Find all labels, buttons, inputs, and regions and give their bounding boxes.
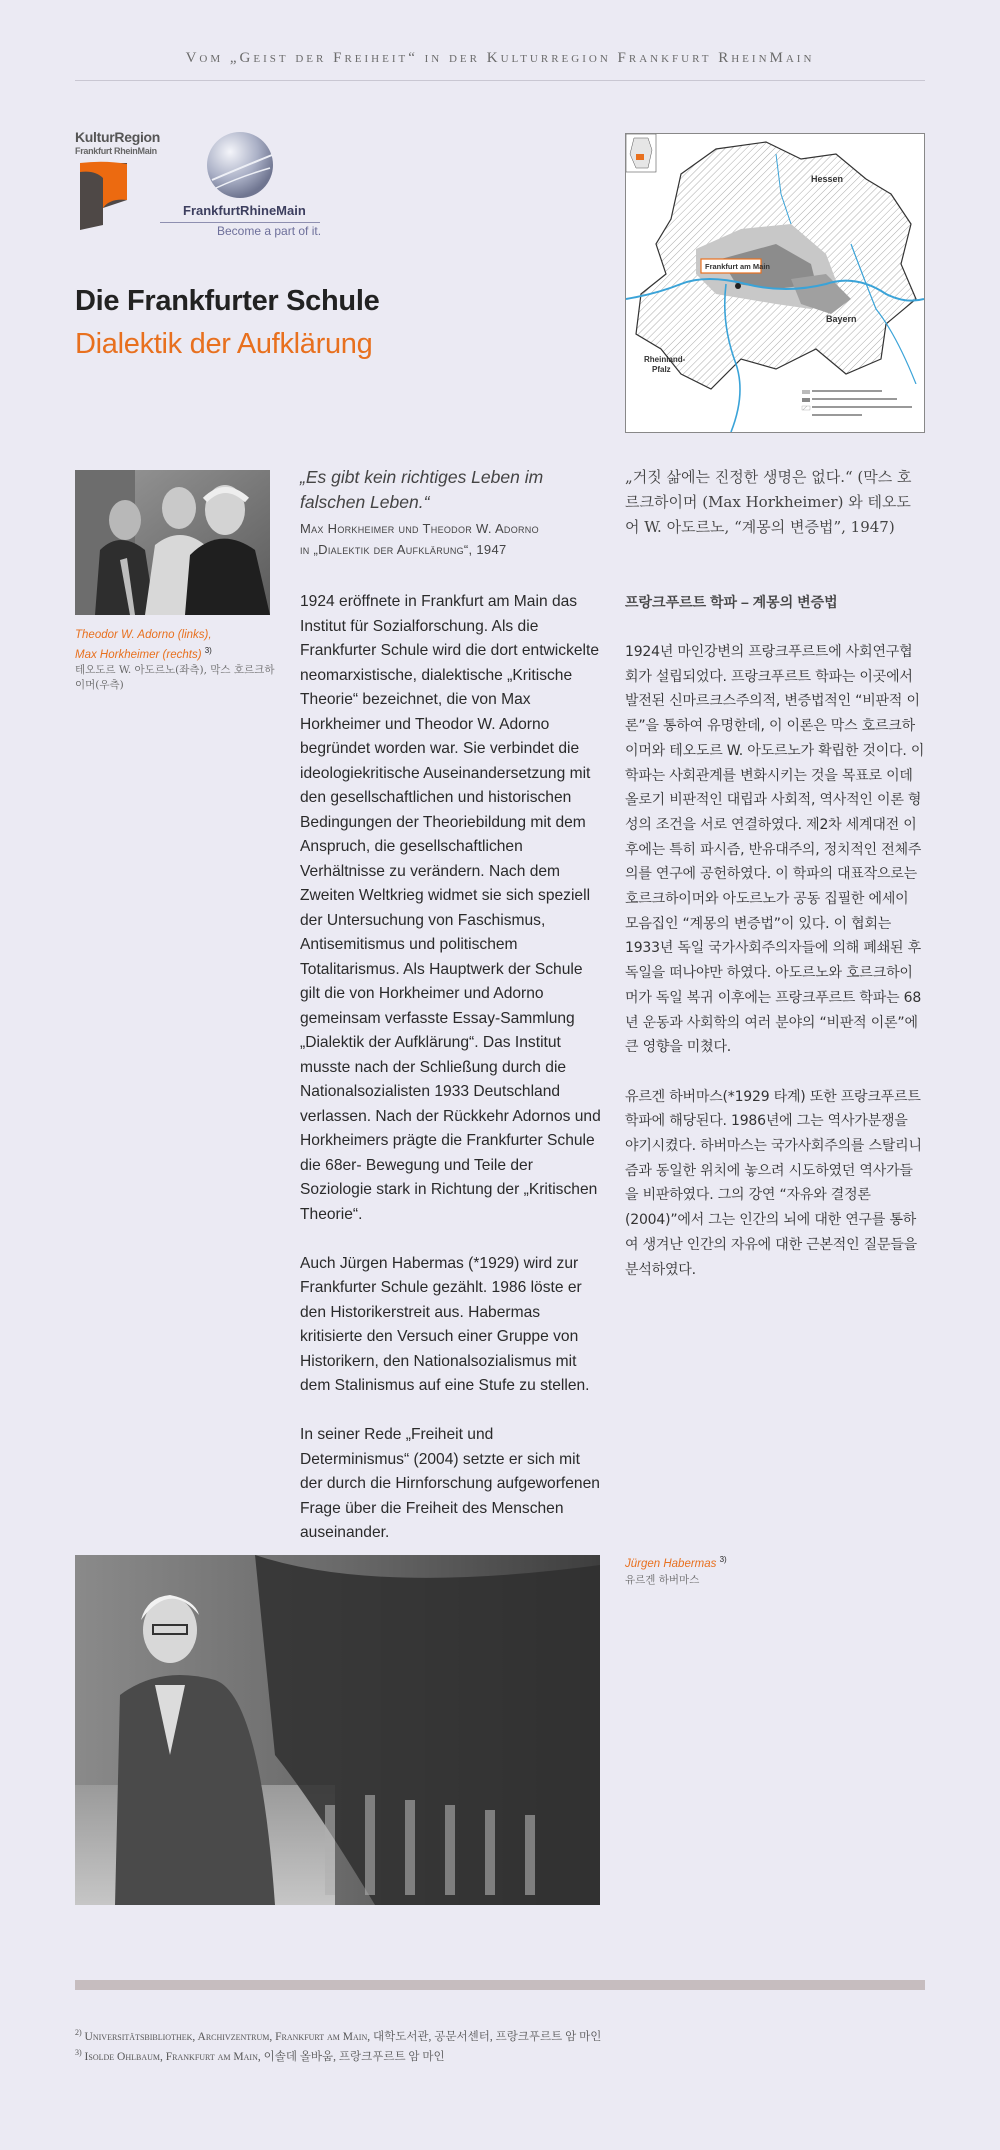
map-label-rheinland: Rheinland-: [644, 355, 686, 364]
frankfurt-rhinemain-logo: [160, 130, 335, 240]
page-subtitle: Dialektik der Aufklärung: [75, 328, 373, 360]
korean-paragraph: 유르겐 하버마스(*1929 타계) 또한 프랑크푸르트 학파에 해당된다. 1986년에 그는 역사가분쟁을 야기시켰다. 하버마스는 국가사회주의를 스탈리니즘과 동일한 위치에 놓으려 시도하였던 역사가들을 비판하였다. 그의 강연 “자유와 결정론(2004)”에서 그는 인간의 뇌에 대한 연구를 통하여 생겨난 인간의 자유에 대한 근본적인 질문들을 분석하였다.: [625, 1088, 922, 1278]
photo2-caption-note: 3): [719, 1555, 727, 1564]
footnote-mark: 3): [75, 2047, 82, 2057]
map-label-hessen: Hessen: [811, 174, 844, 184]
footnotes: [75, 2025, 925, 2065]
habermas-photo: [75, 1555, 600, 1905]
photo1-caption-line2: Max Horkheimer (rechts): [75, 648, 202, 661]
kulturregion-logo-name: KulturRegion: [75, 129, 161, 145]
korean-paragraph: 1924년 마인강변의 프랑크푸르트에 사회연구협회가 설립되었다. 프랑크푸르트 학파는 이곳에서 발전된 신마르크스주의적, 변증법적인 “비판적 이론”을 통하여 유명한데, 이 이론은 막스 호르크하이머와 테오도르 W. 아도르노가 확립한 것이다. 이 학파는 사회관계를 변화시키는 것을 목표로 이데올로기 비판적인 대립과 사회적, 역사적인 이론 형성의 조건을 서로 연결하였다. 제2차 세계대전 이후에는 특히 파시즘, 반유대주의, 정치적인 전체주의를 연구에 공헌하였다. 이 학파의 대표작으로는 호르크하이머와 아도르노가 공동 집필한 에세이 모음집인 “계몽의 변증법”이 있다. 이 협회는 1933년 독일 국가사회주의자들에 의해 폐쇄된 후 독일을 떠나야만 하였다. 아도르노와 호르크하이머가 독일 복귀 이후에는 프랑크푸르트 학파는 68년 운동과 사회학의 여러 분야의 “비판적 이론”에 큰 영향을 미쳤다.: [625, 644, 925, 1056]
region-map: [625, 133, 925, 433]
photo1-caption-korean: 테오도르 W. 아도르노(좌측), 막스 호르크하이머(우측): [75, 663, 275, 691]
header-divider: [75, 80, 925, 81]
footnote-text: Isolde Ohlbaum, Frankfurt am Main, 이솔데 올바움, 프랑크푸르트 암 마인: [84, 2050, 445, 2063]
map-label-frankfurt: Frankfurt am Main: [705, 262, 771, 271]
quote-source-line1: Max Horkheimer und Theodor W. Adorno: [300, 521, 539, 536]
german-paragraph: In seiner Rede „Freiheit und Determinismus“ (2004) setzte er sich mit der durch die Hirnforschung aufgeworfenen Frage über die Freiheit des Menschen auseinander.: [300, 1426, 600, 1541]
frankfurt-rhinemain-name: FrankfurtRhineMain: [183, 203, 306, 218]
kulturregion-logo-region: Frankfurt RheinMain: [75, 146, 157, 156]
kulturregion-flag-icon: [75, 158, 170, 233]
photo1-caption-line1: Theodor W. Adorno (links),: [75, 629, 212, 641]
german-body-text: [300, 590, 605, 1570]
map-label-pfalz: Pfalz: [652, 365, 671, 374]
page-title: Die Frankfurter Schule: [75, 285, 380, 317]
photo1-caption: [75, 628, 275, 693]
footnote-mark: 2): [75, 2028, 82, 2037]
quote-source: [300, 518, 605, 560]
photo2-caption-name: Jürgen Habermas: [625, 1557, 717, 1570]
adorno-horkheimer-photo: [75, 470, 270, 615]
frankfurt-rhinemain-tagline: Become a part of it.: [217, 224, 322, 238]
korean-quote: „거짓 삶에는 진정한 생명은 없다.“ (막스 호르크하이머 (Max Horkheimer) 와 테오도어 W. 아도르노, “계몽의 변증법”, 1947): [625, 468, 912, 536]
footnote-text: Universitätsbibliothek, Archivzentrum, Frankfurt am Main, 대학도서관, 공문서센터, 프랑크푸르트 암 마인: [84, 2030, 602, 2043]
logo-divider: [160, 222, 320, 223]
photo1-caption-note: 3): [204, 646, 212, 655]
korean-heading: 프랑크푸르트 학파 – 계몽의 변증법: [625, 594, 838, 610]
quote-source-line2: in „Dialektik der Aufklärung“, 1947: [300, 542, 507, 557]
footer-divider: [75, 1980, 925, 1990]
globe-icon: [202, 130, 282, 205]
kulturregion-logo: [75, 130, 170, 230]
german-paragraph: Auch Jürgen Habermas (*1929) wird zur Frankfurter Schule gezählt. 1986 löste er den Historikerstreit aus. Habermas kritisierte den Versuch einer Gruppe von Historikern, den Nationalsozialismus mit dem Stalinismus auf eine Stufe zu stellen.: [300, 1254, 590, 1394]
photo2-caption: [625, 1552, 875, 1588]
map-label-bayern: Bayern: [826, 314, 857, 324]
korean-body-text: [625, 640, 925, 1307]
german-paragraph: 1924 eröffnete in Frankfurt am Main das Institut für Sozialforschung. Als die Frankfurter Schule wird die dort entwickelte neomarxistische, dialektische „Kritische Theorie“ bezeichnet, die von Max Horkheimer und Theodor W. Adorno begründet worden war. Sie verbindet die ideologiekritische Auseinandersetzung mit den gesellschaftlichen und historischen Bedingungen der Theoriebildung mit dem Anspruch, die gesellschaftlichen Verhältnisse zu verändern. Nach dem Zweiten Weltkrieg widmet sie sich speziell der Untersuchung von Faschismus, Antisemitismus und politischem Totalitarismus. Als Hauptwerk der Schule gilt die von Horkheimer und Adorno gemeinsam verfasste Essay-Sammlung „Dialektik der Aufklärung“. Das Institut musste nach der Schließung durch die Nationalsozialisten 1933 Deutschland verlassen. Nach der Rückkehr Adornos und Horkheimers prägte die Frankfurter Schule die 68er- Bewegung und Teile der Soziologie stark in Richtung der „Kritischen Theorie“.: [300, 593, 601, 1223]
page-header-title: Vom „Geist der Freiheit“ in der Kulturregion Frankfurt RheinMain: [185, 50, 815, 66]
german-quote: „Es gibt kein richtiges Leben im falschen Leben.“: [300, 467, 544, 512]
photo2-caption-korean: 유르겐 하버마스: [625, 1573, 700, 1586]
